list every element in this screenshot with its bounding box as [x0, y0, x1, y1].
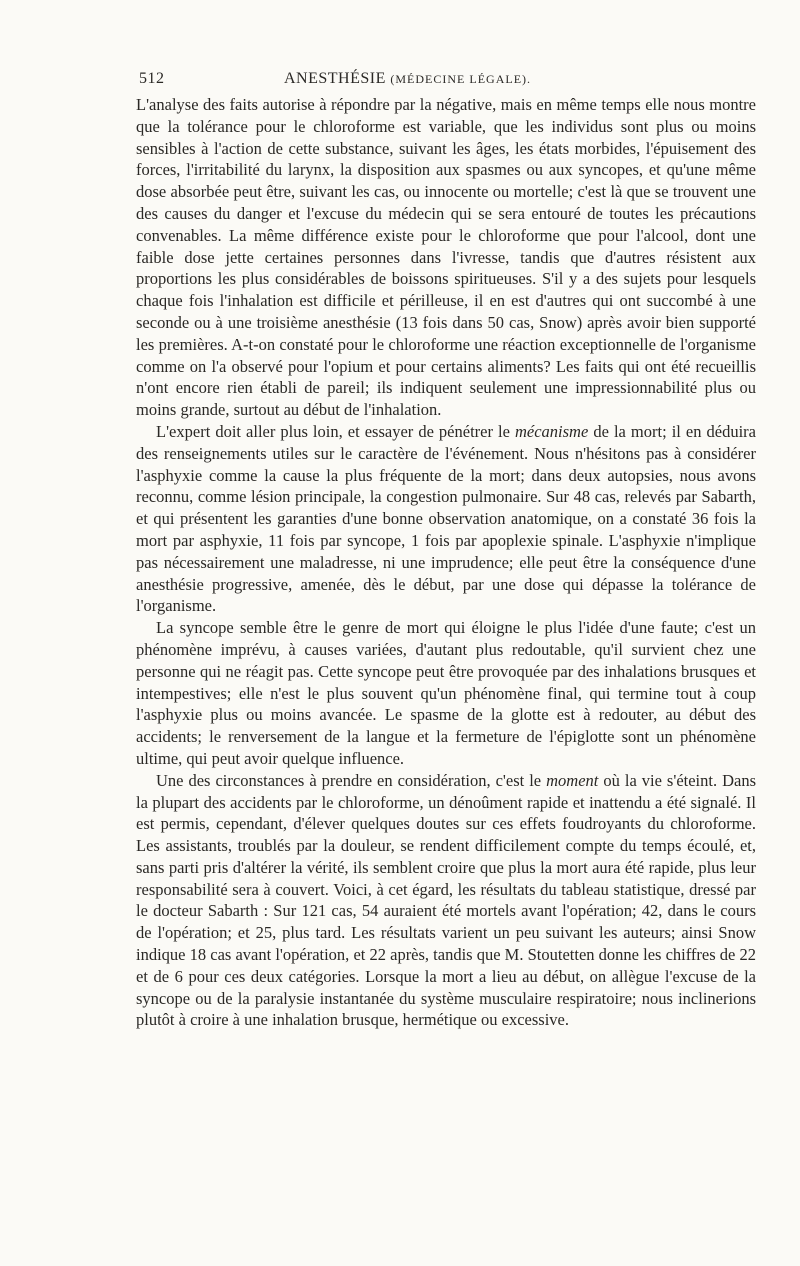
paragraph-text: L'analyse des faits autorise à répondre par la négative, mais en même temps elle nous montre que la tolérance pour le chloroforme est variable, que les individus sont plus ou moins sensibles à l'action de cette substance, suivant les âges, les états morbides, l'épuisement des forces, l'irritabilité du larynx, la disposition aux spasmes ou aux syncopes, et qu'une même dose absorbée peut être, suivant les cas, ou innocente ou mortelle; c'est là que se trouvent une des causes du danger et l'excuse du médecin qui se sera entouré de toutes les précautions convenables. La même différence existe pour le chloroforme que pour l'alcool, dont une faible dose jette certaines personnes dans l'ivresse, tandis que d'autres résistent aux proportions les plus considérables de boissons spiritueuses. S'il y a des sujets pour lesquels chaque fois l'inhalation est difficile et périlleuse, il en est d'autres qui ont succombé à une seconde ou à une troisième anesthésie (13 fois dans 50 cas, Snow) après avoir bien supporté les premières. A-t-on constaté pour le chloroforme une réaction exceptionnelle de l'organisme comme on l'a observé pour l'opium et pour certains aliments? Les faits qui ont été recueillis n'ont encore rien établi de pareil; ils indiquent seulement une impressionnabilité plus ou moins grande, surtout au début de l'inhalation. [136, 95, 756, 420]
page-number: 512 [139, 70, 165, 87]
running-head [136, 62, 756, 92]
italic-term-moment: moment [546, 770, 599, 790]
paragraph-text: où la vie s'éteint. Dans la plupart des accidents par le chloroforme, un dénoûment rapide et inattendu a été signalé. Il est permis, cependant, d'élever quelques doutes sur ces effets foudroyants du chloroforme. Les assistants, troublés par la douleur, se rendent difficilement compte du temps écoulé, et, sans parti pris d'altérer la vérité, ils semblent croire que plus la mort aura été rapide, plus leur responsabilité sera à couvert. Voici, à cet égard, les résultats du tableau statistique, dressé par le docteur Sabarth : Sur 121 cas, 54 auraient été mortels avant l'opération; 42, dans le cours de l'opération; et 25, plus tard. Les résultats varient un peu suivant les auteurs; ainsi Snow indique 18 cas avant l'opération, et 22 après, tandis que M. Stoutetten donne les chiffres de 22 et de 6 pour ces deux catégories. Lorsque la mort a lieu au début, on allègue l'excuse de la syncope ou de la paralysie instantanée du système musculaire respiratoire; nous inclinerions plutôt à croire à une inhalation brusque, hermétique ou excessive. [136, 770, 757, 1030]
paragraph-3 [136, 617, 756, 770]
book-page [136, 62, 756, 1031]
italic-term-mecanisme: mécanisme [514, 421, 589, 441]
paragraph-text: Une des circonstances à prendre en considération, c'est le [156, 770, 547, 790]
paragraph-2 [136, 421, 756, 617]
running-title-main: ANESTHÉSIE [284, 70, 386, 87]
paragraph-1 [136, 94, 756, 421]
running-title-subtitle: (MÉDECINE LÉGALE). [390, 72, 532, 86]
paragraph-4 [136, 770, 756, 1032]
body-text [136, 94, 756, 1031]
paragraph-text: de la mort; il en déduira des renseignements utiles sur le caractère de l'événement. Nous n'hésitons pas à considérer l'asphyxie comme la cause la plus fréquente de la mort; dans deux autopsies, nous avons reconnu, comme lésion principale, la congestion pulmonaire. Sur 48 cas, relevés par Sabarth, et qui présentent les garanties d'une bonne observation anatomique, on a constaté 36 fois la mort par asphyxie, 11 fois par syncope, 1 fois par apoplexie spinale. L'asphyxie n'implique pas nécessairement une maladresse, ni une imprudence; elle peut être la conséquence d'une anesthésie progressive, amenée, dès le début, par une dose qui dépasse la tolérance de l'organisme. [136, 421, 757, 616]
paragraph-text: La syncope semble être le genre de mort qui éloigne le plus l'idée d'une faute; c'est un phénomène imprévu, à causes variées, d'autant plus redoutable, qu'il survient chez une personne qui ne réagit pas. Cette syncope peut être provoquée par des inhalations brusques et intempestives; elle n'est le plus souvent qu'un phénomène final, qui termine tout à coup l'asphyxie plus ou moins avancée. Le spasme de la glotte est à redouter, au début des accidents; le renversement de la langue et la fermeture de l'épiglotte sont un phénomène ultime, qui peut avoir quelque influence. [136, 618, 756, 768]
paragraph-text: L'expert doit aller plus loin, et essayer de pénétrer le [156, 421, 515, 441]
running-title [284, 70, 531, 88]
